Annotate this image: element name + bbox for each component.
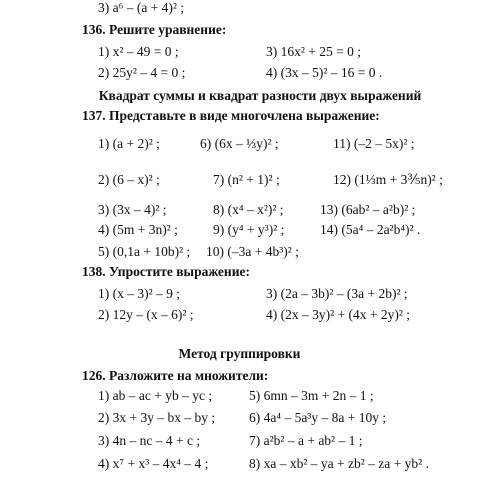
problem-126-item-6: 6) 4a⁴ – 5a³y – 8a + 10y ;	[249, 410, 387, 425]
problem-137-item-9: 9) (y⁴ + y³)² ;	[213, 222, 285, 237]
problem-136-item-1: 1) x² – 49 = 0 ;	[98, 44, 179, 59]
problem-137-item-12: 12) (1⅓m + 3⅗n)² ;	[333, 172, 443, 187]
problem-136-item-2: 2) 25y² – 4 = 0 ;	[98, 65, 186, 80]
problem-126-title: 126. Разложите на множители:	[82, 368, 269, 383]
problem-137-item-3: 3) (3x – 4)² ;	[98, 202, 167, 217]
problem-136-item-4: 4) (3x – 5)² – 16 = 0 .	[266, 65, 383, 80]
problem-137-item-8: 8) (x⁴ – x²)² ;	[213, 202, 284, 217]
problem-137-item-5: 5) (0,1a + 10b)² ;	[98, 244, 191, 259]
problem-126-item-2: 2) 3x + 3y – bx – by ;	[98, 410, 216, 425]
problem-138-title: 138. Упростите выражение:	[82, 264, 250, 279]
problem-137-title: 137. Представьте в виде многочлена выражение:	[82, 108, 380, 123]
problem-126-item-5: 5) 6mn – 3m + 2n – 1 ;	[249, 388, 374, 403]
problem-126-item-8: 8) xa – xb² – ya + zb² – za + yb² .	[249, 456, 429, 471]
problem-126-item-1: 1) ab – ac + yb – yc ;	[98, 388, 213, 403]
problem-137-item-7: 7) (n² + 1)² ;	[213, 172, 280, 187]
section-heading-grouping: Метод группировки	[178, 346, 301, 361]
problem-126-item-4: 4) x⁷ + x³ – 4x⁴ – 4 ;	[98, 456, 209, 471]
problem-137-item-2: 2) (6 – x)² ;	[98, 172, 160, 187]
top-line: 3) a⁶ – (a + 4)² ;	[98, 0, 185, 15]
problem-136-title: 136. Решите уравнение:	[82, 22, 227, 37]
problem-137-item-13: 13) (6ab² – a²b)² ;	[320, 202, 416, 217]
problem-138-item-2: 2) 12y – (x – 6)² ;	[98, 307, 194, 322]
problem-136-item-3: 3) 16x² + 25 = 0 ;	[266, 44, 362, 59]
problem-126-item-3: 3) 4n – nc – 4 + c ;	[98, 433, 201, 448]
problem-137-item-1: 1) (a + 2)² ;	[98, 136, 160, 151]
problem-126-item-7: 7) a²b² – a + ab² – 1 ;	[249, 433, 363, 448]
section-heading-squares: Квадрат суммы и квадрат разности двух выражений	[98, 88, 422, 103]
problem-137-item-14: 14) (5a⁴ – 2a²b⁴)² .	[320, 222, 421, 237]
problem-137-item-11: 11) (–2 – 5x)² ;	[333, 136, 415, 151]
problem-138-item-3: 3) (2a – 3b)² – (3a + 2b)² ;	[266, 286, 408, 301]
problem-137-item-4: 4) (5m + 3n)² ;	[98, 222, 178, 237]
problem-138-item-4: 4) (2x – 3y)² + (4x + 2y)² ;	[266, 307, 411, 322]
problem-137-item-6: 6) (6x – ⅓y)² ;	[200, 136, 279, 151]
problem-138-item-1: 1) (x – 3)² – 9 ;	[98, 286, 181, 301]
problem-137-item-10: 10) (–3a + 4b³)² ;	[206, 244, 299, 259]
